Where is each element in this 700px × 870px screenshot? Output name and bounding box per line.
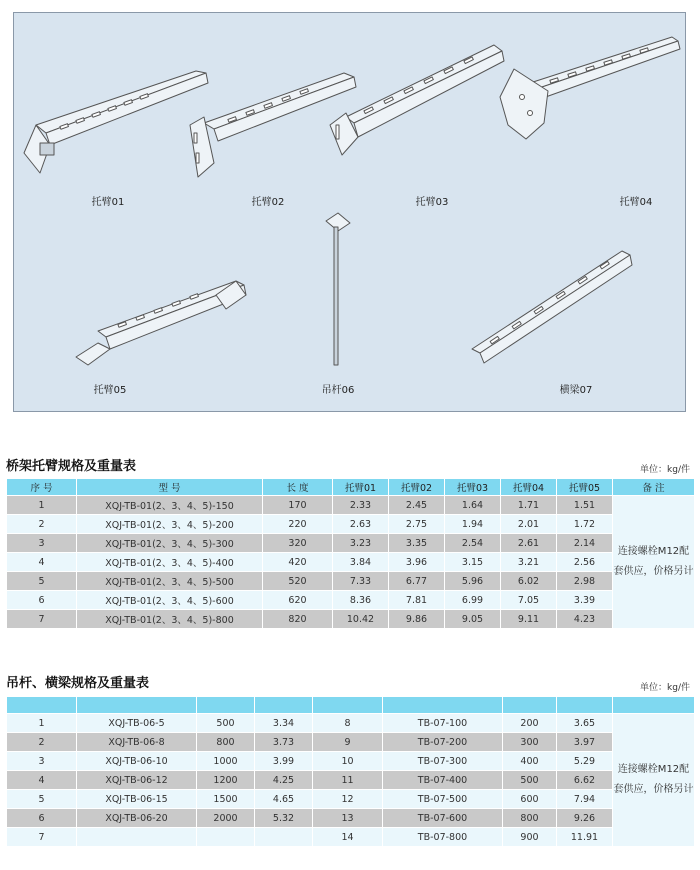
header-cell: 托臂04 xyxy=(501,479,557,496)
cell: 7.81 xyxy=(389,591,445,610)
cell: 3.15 xyxy=(445,553,501,572)
table-row xyxy=(7,610,695,629)
cell: XQJ-TB-06-10 xyxy=(77,752,197,771)
cell: 3.23 xyxy=(333,534,389,553)
cell: 1 xyxy=(7,714,77,733)
bracket-05-drawing xyxy=(76,281,246,365)
caption-bracket-05: 托臂05 xyxy=(93,385,127,396)
cell: 11 xyxy=(313,771,383,790)
cell: 1200 xyxy=(197,771,255,790)
cell: 5.29 xyxy=(557,752,613,771)
header-cell: 托臂05 xyxy=(557,479,613,496)
cell: XQJ-TB-06-15 xyxy=(77,790,197,809)
cell: XQJ-TB-01(2、3、4、5)-800 xyxy=(77,610,263,629)
cell: 3.84 xyxy=(333,553,389,572)
cell: TB-07-200 xyxy=(383,733,503,752)
table-row xyxy=(7,752,695,771)
cell: 2.45 xyxy=(389,496,445,515)
cell: 320 xyxy=(263,534,333,553)
cell: 13 xyxy=(313,809,383,828)
hanger-rod-06-drawing xyxy=(326,213,350,365)
caption-bracket-01: 托臂01 xyxy=(91,197,125,208)
cell: TB-07-100 xyxy=(383,714,503,733)
header-cell: 托臂03 xyxy=(445,479,501,496)
cell: 2 xyxy=(7,733,77,752)
cell: 4 xyxy=(7,553,77,572)
cell: 3.97 xyxy=(557,733,613,752)
cell: 8 xyxy=(313,714,383,733)
table-row xyxy=(7,733,695,752)
cell: 9 xyxy=(313,733,383,752)
cell: 9.86 xyxy=(389,610,445,629)
table1-note: 连接螺栓M12配套供应，价格另计 xyxy=(613,496,695,629)
cell: XQJ-TB-01(2、3、4、5)-300 xyxy=(77,534,263,553)
caption-bracket-04: 托臂04 xyxy=(619,197,653,208)
table1-title: 桥架托臂规格及重量表 xyxy=(6,459,137,474)
cell xyxy=(255,828,313,847)
cell: XQJ-TB-01(2、3、4、5)-200 xyxy=(77,515,263,534)
table-row xyxy=(7,534,695,553)
cell: TB-07-400 xyxy=(383,771,503,790)
bracket-03-drawing xyxy=(330,45,504,155)
table2-unit: 单位：kg/件 xyxy=(640,683,690,693)
caption-bracket-03: 托臂03 xyxy=(415,197,449,208)
cell: 2.98 xyxy=(557,572,613,591)
cell: XQJ-TB-01(2、3、4、5)-400 xyxy=(77,553,263,572)
table-row xyxy=(7,828,695,847)
cell: 1.71 xyxy=(501,496,557,515)
cell: 8.36 xyxy=(333,591,389,610)
cell: 300 xyxy=(503,733,557,752)
header-cell: 长 度 xyxy=(263,479,333,496)
cell: 12 xyxy=(313,790,383,809)
table-row xyxy=(7,553,695,572)
cell: 1 xyxy=(7,496,77,515)
cell: 6 xyxy=(7,809,77,828)
header-cell: 序 号 xyxy=(7,479,77,496)
cell: 5 xyxy=(7,572,77,591)
beam-07-drawing xyxy=(472,251,632,363)
cell: 4 xyxy=(7,771,77,790)
cell: XQJ-TB-01(2、3、4、5)-600 xyxy=(77,591,263,610)
cell: 1000 xyxy=(197,752,255,771)
cell: 3 xyxy=(7,752,77,771)
cell: 7.05 xyxy=(501,591,557,610)
cell: 1500 xyxy=(197,790,255,809)
cell: 6.99 xyxy=(445,591,501,610)
cell: 500 xyxy=(503,771,557,790)
caption-bracket-02: 托臂02 xyxy=(251,197,285,208)
table-row xyxy=(7,591,695,610)
header-cell: 托臂01 xyxy=(333,479,389,496)
cell: 820 xyxy=(263,610,333,629)
cell xyxy=(77,828,197,847)
header-cell: 托臂02 xyxy=(389,479,445,496)
cell: 7.94 xyxy=(557,790,613,809)
cell: 7.33 xyxy=(333,572,389,591)
cell: 9.05 xyxy=(445,610,501,629)
cell: 7 xyxy=(7,610,77,629)
bracket-01-drawing xyxy=(24,71,208,173)
cell: 7 xyxy=(7,828,77,847)
hanger-beam-spec-table xyxy=(6,696,695,847)
cell: 10.42 xyxy=(333,610,389,629)
cell: 6 xyxy=(7,591,77,610)
cell: 520 xyxy=(263,572,333,591)
cell: XQJ-TB-06-8 xyxy=(77,733,197,752)
cell: 620 xyxy=(263,591,333,610)
cell: 6.02 xyxy=(501,572,557,591)
cell: TB-07-600 xyxy=(383,809,503,828)
table-row xyxy=(7,515,695,534)
cell: 600 xyxy=(503,790,557,809)
caption-hanger-rod-06: 吊杆06 xyxy=(321,385,355,396)
table2-title: 吊杆、横梁规格及重量表 xyxy=(6,676,150,691)
cell: 3.65 xyxy=(557,714,613,733)
bracket-spec-table xyxy=(6,478,695,629)
cell: 4.25 xyxy=(255,771,313,790)
cell: 4.23 xyxy=(557,610,613,629)
cell: 400 xyxy=(503,752,557,771)
bracket-illustrations xyxy=(14,13,687,413)
cell: 6.77 xyxy=(389,572,445,591)
cell: 800 xyxy=(503,809,557,828)
cell: XQJ-TB-06-20 xyxy=(77,809,197,828)
table1-header-row xyxy=(7,479,695,496)
cell: 1.94 xyxy=(445,515,501,534)
cell: 500 xyxy=(197,714,255,733)
cell: 2.54 xyxy=(445,534,501,553)
table-row xyxy=(7,790,695,809)
table-row xyxy=(7,496,695,515)
table2-note: 连接螺栓M12配套供应，价格另计 xyxy=(613,714,695,847)
cell: 2.14 xyxy=(557,534,613,553)
caption-beam-07: 横梁07 xyxy=(559,385,593,396)
product-illustration-panel xyxy=(13,12,686,412)
table2-header-band xyxy=(7,697,695,714)
cell: 3.35 xyxy=(389,534,445,553)
cell: 1.72 xyxy=(557,515,613,534)
cell xyxy=(197,828,255,847)
cell: TB-07-500 xyxy=(383,790,503,809)
cell: 3.99 xyxy=(255,752,313,771)
cell: 3 xyxy=(7,534,77,553)
cell: 4.65 xyxy=(255,790,313,809)
cell: 5 xyxy=(7,790,77,809)
cell: XQJ-TB-01(2、3、4、5)-500 xyxy=(77,572,263,591)
cell: 220 xyxy=(263,515,333,534)
cell: 200 xyxy=(503,714,557,733)
cell: 2.61 xyxy=(501,534,557,553)
table-row xyxy=(7,714,695,733)
cell: 11.91 xyxy=(557,828,613,847)
cell: TB-07-300 xyxy=(383,752,503,771)
cell: 420 xyxy=(263,553,333,572)
cell: XQJ-TB-06-12 xyxy=(77,771,197,790)
table1-unit: 单位：kg/件 xyxy=(640,465,690,475)
cell: XQJ-TB-01(2、3、4、5)-150 xyxy=(77,496,263,515)
cell: 9.26 xyxy=(557,809,613,828)
cell: 3.21 xyxy=(501,553,557,572)
cell: 900 xyxy=(503,828,557,847)
header-cell: 备 注 xyxy=(613,479,695,496)
cell: 800 xyxy=(197,733,255,752)
cell: 2.56 xyxy=(557,553,613,572)
cell: 170 xyxy=(263,496,333,515)
cell: 5.32 xyxy=(255,809,313,828)
cell: 9.11 xyxy=(501,610,557,629)
table-row xyxy=(7,771,695,790)
cell: 3.39 xyxy=(557,591,613,610)
header-cell: 型 号 xyxy=(77,479,263,496)
cell: 3.96 xyxy=(389,553,445,572)
cell: 2.01 xyxy=(501,515,557,534)
cell: 5.96 xyxy=(445,572,501,591)
table-row xyxy=(7,809,695,828)
bracket-04-drawing xyxy=(500,37,680,139)
cell: 10 xyxy=(313,752,383,771)
cell: 2.63 xyxy=(333,515,389,534)
cell: 2.75 xyxy=(389,515,445,534)
cell: 6.62 xyxy=(557,771,613,790)
cell: 3.34 xyxy=(255,714,313,733)
cell: 1.64 xyxy=(445,496,501,515)
cell: XQJ-TB-06-5 xyxy=(77,714,197,733)
cell: 14 xyxy=(313,828,383,847)
cell: TB-07-800 xyxy=(383,828,503,847)
table-row xyxy=(7,572,695,591)
cell: 2000 xyxy=(197,809,255,828)
cell: 2.33 xyxy=(333,496,389,515)
cell: 1.51 xyxy=(557,496,613,515)
cell: 2 xyxy=(7,515,77,534)
cell: 3.73 xyxy=(255,733,313,752)
